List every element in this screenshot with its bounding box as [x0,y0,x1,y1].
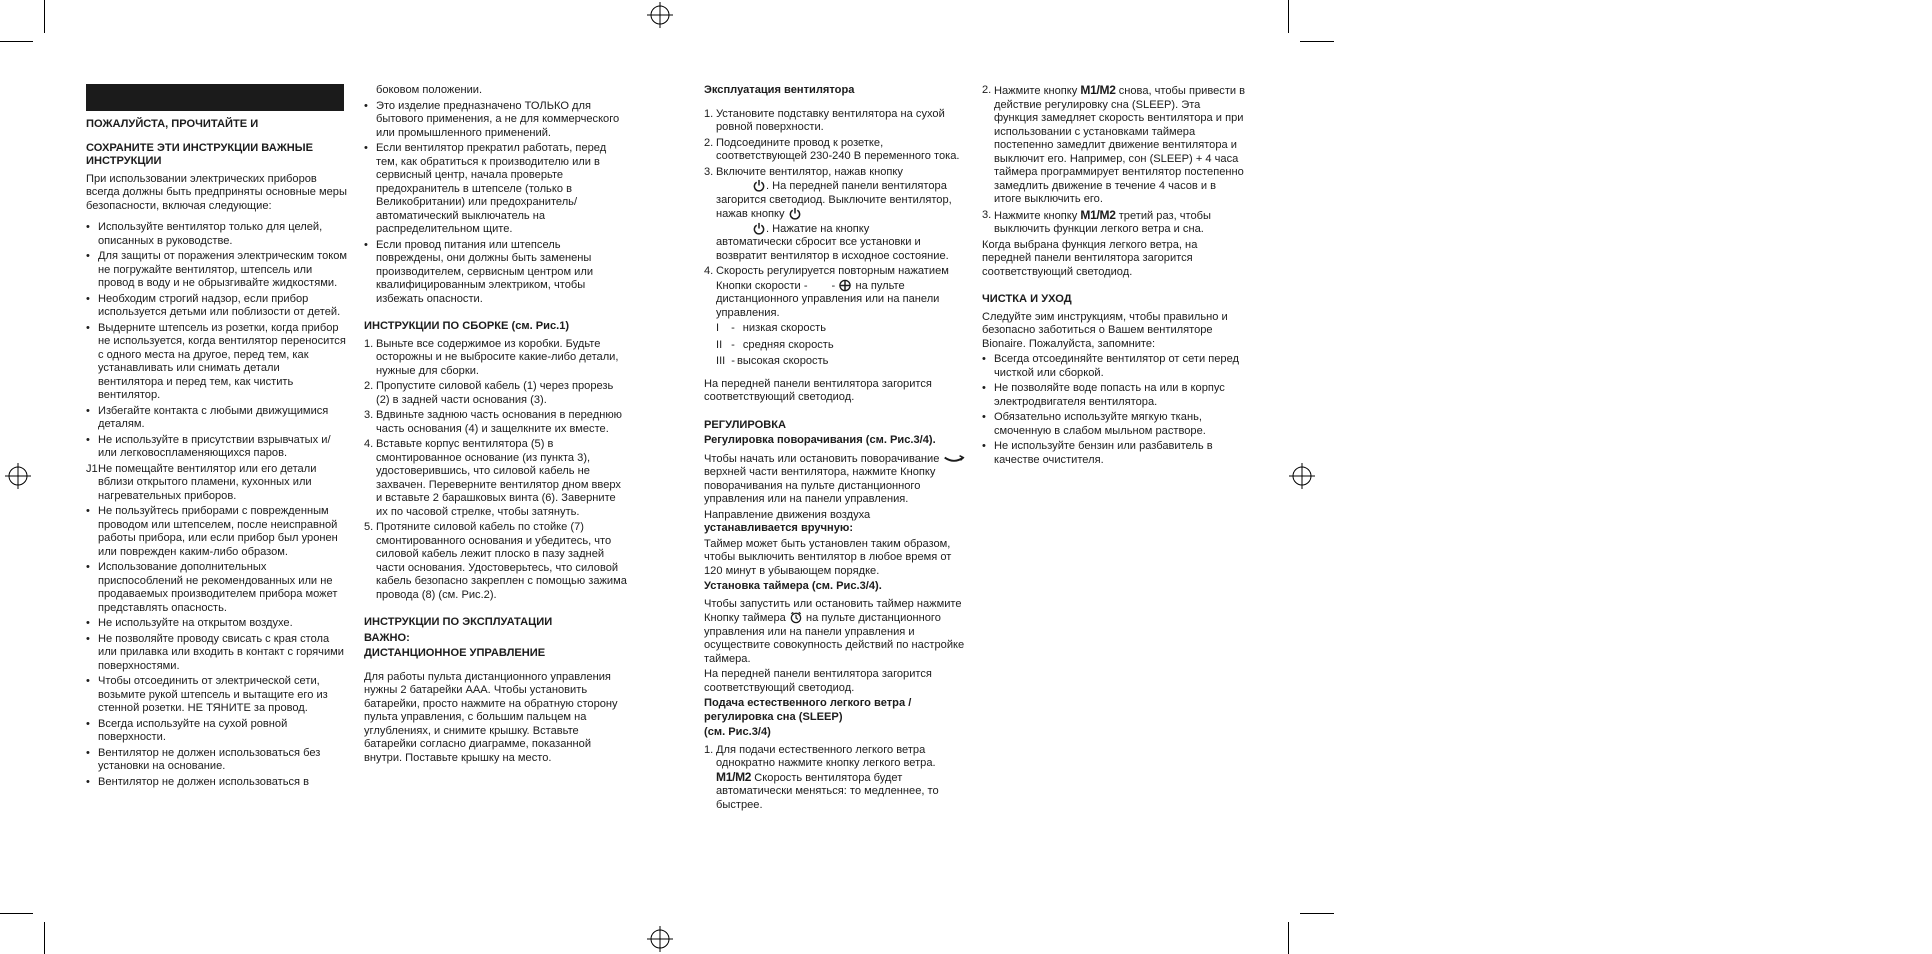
step-text: Скорость регулируется повторным нажатием Кнопки скорости - [716,265,949,292]
list-item: • Не пользуйтесь приборами с поврежденным проводом или штепселем, после неисправной работы прибора, или если прибор был уронен или поврежден каким-либо образом. [86,505,348,559]
speed-medium [704,339,970,353]
step-text: Включите вентилятор, нажав кнопку [716,165,903,178]
step-number: 5. [364,521,374,533]
timer-instructions [704,598,970,667]
list-item: • Всегда отсоединяйте вентилятор от сети перед чисткой или сборкой. [982,353,1246,380]
step-text: Вставьте корпус вентилятора (5) в смонтированное основание (из пункта 3), удостоверившись, что силовой кабель не захвачен. Переверните вентилятор дном вверх и вставьте 2 барашковых винта (6). Заверните их по часовой стрелке, чтобы затянуть. [376,438,621,518]
speed-dash: - [731,355,735,367]
speed-roman: II [716,338,723,351]
speed-low [704,322,970,336]
operation-steps [704,108,970,321]
heading-operation: ИНСТРУКЦИИ ПО ЭКСПЛУАТАЦИИ [364,616,553,628]
step-text: автоматически сбросит все установки и возвратит вентилятор в исходное состояние. [716,236,949,262]
led-text: На передней панели вентилятора загорится соответствующий светодиод. [704,377,932,403]
list-item: • Не используйте на открытом воздухе. [86,617,348,631]
speed-label: высокая скорость [736,355,829,367]
direction-text: Направление движения воздуха [704,508,871,521]
sleep-steps [982,84,1246,237]
list-item: • Чтобы отсоединить от электрической сети, возьмите рукой штепсель и вытащите его из стенной розетки. НЕ ТЯНИТЕ за провод. [86,675,348,716]
list-item: • Избегайте контакта с любыми движущимися деталям. [86,405,348,432]
oscillation-icon [942,452,966,465]
heading-rotation: Регулировка поворачивания (см. Рис.3/4). [704,434,936,446]
speed-high [704,355,970,369]
list-item: • Не позволяйте проводу свисать с края стола или прилавка или входить в контакт с горячими поверхностями. [86,633,348,674]
step-text: третий раз, чтобы выключить функции легкого ветра и сна. [994,209,1212,235]
list-item: • Не используйте бензин или разбавитель в качестве очистителя. [982,440,1246,467]
list-item: • Это изделие предназначено ТОЛЬКО для бытового применения, а не для коммерческого или промышленного применений. [364,100,628,141]
crop-mark [1288,922,1289,954]
registration-mark-top [647,2,673,28]
speed-dash: - [731,322,735,334]
m1-m2-icon: M1/M2 [1080,207,1116,222]
step-number: 2. [364,380,374,392]
m1-m2-icon: M1/M2 [1080,83,1116,97]
step-number: 4. [704,265,714,277]
step-text: Протяните силовой кабель по стойке (7) смонтированного основания и убедитесь, что силовой кабель лежит плоско в пазу задней части основания. Удостоверьтесь, что силовой кабель безопасно закреплен с помощью зажима провода (8) (см. Рис.2). [376,521,627,601]
step-text: Установите подставку вентилятора на сухой ровной поверхности. [716,107,945,133]
step-text: Выньте все содержимое из коробки. Будьте осторожны и не выбросите какие-либо детали, нужные для сборки. [376,337,619,377]
heading-important: ВАЖНО: [364,631,410,644]
registration-mark-bottom [647,926,673,952]
speed-label: низкая скорость [742,322,827,334]
rotation-text-a: Чтобы начать или остановить поворачивание [704,452,940,465]
step-number: 3. [364,409,374,421]
column-3 [704,84,970,814]
list-item [704,744,970,813]
power-icon [752,222,766,235]
list-item [704,137,970,164]
care-intro: Следуйте эим инструкциям, чтобы правильно и безопасно заботиться о Вашем вентиляторе Bionaire. Пожалуйста, запомните: [982,310,1228,350]
heading-assembly: ИНСТРУКЦИИ ПО СБОРКЕ (см. Рис.1) [364,320,570,332]
safety-list [86,221,348,789]
header-bar [86,84,344,111]
step-text: на пульте дистанционного управления или на панели управления. [716,279,940,319]
list-item [364,409,628,436]
timer-text-a: Чтобы запустить или остановить таймер нажмите Кнопку таймера [704,597,962,624]
step-number: 4. [364,438,374,450]
step-number: 3. [982,208,992,221]
list-item: • Вентилятор не должен использоваться в [86,776,348,790]
list-item: • Не используйте в присутствии взрывчатых и/или легковоспламеняющихся паров. [86,434,348,461]
heading-breeze: Подача естественного легкого ветра /регулировка сна (SLEEP) [704,697,912,723]
breeze-led-text: Когда выбрана функция легкого ветра, на передней панели вентилятора загорится соответствующий светодиод. [982,238,1198,278]
timer-text: Таймер может быть установлен таким образом, чтобы выключить вентилятор в любое время от 120 минут в убывающем порядке. [704,537,952,577]
heading-fan-operation: Эксплуатация вентилятора [704,84,855,96]
direction-bold: устанавливается вручную: [704,522,854,534]
list-item: • Если провод питания или штепсель повреждены, они должны быть заменены производителем, сервисным центром или квалифицированным электриком, чтобы избежать опасности. [364,239,628,307]
speed-dash: - [731,338,735,351]
list-item: • Не позволяйте воде попасть на или в корпус электродвигателя вентилятора. [982,382,1246,409]
crop-mark [1300,913,1334,914]
j1-text: Не помещайте вентилятор или его детали вблизи открытого пламени, кухонных или нагревательных приборов. [98,462,317,502]
timer-icon [789,611,803,624]
breeze-steps [704,744,970,813]
step-text: Вдвиньте заднюю часть основания в переднюю часть основания (4) и защелкните их вместе. [376,409,622,435]
crop-mark [1300,41,1334,42]
list-item: • Обязательно используйте мягкую ткань, смоченную в слабом мыльном растворе. [982,411,1246,438]
column-1 [86,84,348,791]
step-number: 1. [364,337,374,350]
step-number: 2. [704,136,714,149]
list-item: • Всегда используйте на сухой ровной поверхности. [86,718,348,745]
step-text: - [831,279,836,292]
heading-remote: ДИСТАНЦИОННОЕ УПРАВЛЕНИЕ [364,647,546,659]
list-item [982,209,1246,237]
power-icon [788,207,802,220]
power-icon [752,179,766,192]
speed-roman: III [716,355,726,367]
list-item [86,463,348,504]
heading-save-instructions: СОХРАНИТЕ ЭТИ ИНСТРУКЦИИ ВАЖНЫЕ ИНСТРУКЦИИ [86,141,314,167]
care-list [982,353,1246,467]
continued-text: боковом положении. [376,84,483,96]
heading-regulation: РЕГУЛИРОВКА [704,418,787,431]
step-text: Нажмите кнопку [994,85,1078,97]
intro-text: При использовании электрических приборов всегда должны быть предприняты основные меры безопасности, включая следующие: [86,172,347,212]
crop-mark [44,0,45,33]
crop-mark [0,41,33,42]
list-item: • Для защиты от поражения электрическим током не погружайте вентилятор, штепсель или провод в воду и не обрызгивайте жидкостями. [86,250,348,291]
rotation-text [704,452,970,507]
crop-mark [1288,0,1289,33]
step-number: 1. [704,743,714,756]
led-text-2: На передней панели вентилятора загорится соответствующий светодиод. [704,668,932,694]
list-item: • Вентилятор не должен использоваться без установки на основание. [86,747,348,774]
speed-roman: I [716,322,720,334]
m1-m2-icon: M1/M2 [716,769,752,784]
list-item [364,380,628,407]
rotation-text-b: верхней части вентилятора, нажмите Кнопку поворачивания на пульте дистанционного управления или на панели управления. [704,466,936,505]
step-text: Пропустите силовой кабель (1) через прорезь (2) в задней части основания (3). [376,380,614,406]
step-text: Подсоедините провод к розетке, соответствующей 230-240 В переменного тока. [716,136,960,162]
list-item [982,84,1246,207]
assembly-steps [364,338,628,603]
step-number: 3. [704,165,714,178]
list-item [704,166,970,264]
heading-please-read: ПОЖАЛУЙСТА, ПРОЧИТАЙТЕ И [86,118,259,130]
registration-mark-left [5,463,31,489]
step-number: 1. [704,107,714,120]
step-text: снова, чтобы привести в действие регулировку сна (SLEEP). Эта функция замедляет скорость вентилятора и при использовании с установками таймера постепенно замедлит движение вентилятора и выключит его. Например, сон (SLEEP) + 4 часа таймера программирует вентилятор постепенно замедлить движение в течение 4 часов и в итоге выключить его. [994,85,1246,205]
fan-speed-icon [838,279,852,292]
heading-timer: Установка таймера (см. Рис.3/4). [704,580,882,592]
list-item [364,438,628,519]
list-item: • Используйте вентилятор только для целей, описанных в руководстве. [86,221,348,248]
list-item: • Необходим строгий надзор, если прибор используется детьми или поблизости от детей. [86,293,348,320]
step-text: . Нажатие на кнопку [766,222,870,235]
crop-mark [0,913,33,914]
speed-label: средняя скорость [742,338,834,351]
column-2 [364,84,628,767]
step-text: . На передней панели вентилятора загорится светодиод. Выключите вентилятор, нажав кнопку [716,180,952,220]
list-item [704,108,970,135]
j1-marker: J1 [86,462,98,475]
step-text: Нажмите кнопку [994,209,1078,222]
list-item [364,521,628,602]
list-item: • Выдерните штепсель из розетки, когда прибор не используется, когда вентилятор переносится с одного места на другое, перед тем, как устанавливать или снимать детали вентилятора и перед тем, как чистить вентилятор. [86,322,348,403]
list-item [704,265,970,320]
list-item [364,338,628,379]
step-text: Скорость вентилятора будет автоматически меняться: то медленнее, то быстрее. [716,771,939,811]
crop-mark [44,922,45,954]
registration-mark-right [1289,463,1315,489]
safety-list-cont [364,100,628,307]
list-item: • Если вентилятор прекратил работать, перед тем, как обратиться к производителю или в сервисный центр, начала проверьте предохранитель в штепселе (только в Великобритании) или предохранитель/автоматический выключатель на распределительном щите. [364,142,628,237]
timer-text-b: на пульте дистанционного управления или на панели управления и осуществите совокупность действий по настройке таймера. [704,612,965,665]
list-item: • Использование дополнительных приспособлений не рекомендованных или не продаваемых производителем прибора может представлять опасность. [86,561,348,615]
remote-text: Для работы пульта дистанционного управления нужны 2 батарейки ААА. Чтобы установить батарейки, просто нажмите на обратную сторону пульта управления, с большим пальцем на углублениях, и снимите крышку. Вставьте батарейки согласно диаграмме, показанной внутри. Поставьте крышку на место. [364,670,618,764]
step-text: Для подачи естественного легкого ветра однократно нажмите кнопку легкого ветра. [716,743,936,769]
heading-cleaning: ЧИСТКА И УХОД [982,293,1072,305]
column-4 [982,84,1246,469]
heading-breeze-ref: (см. Рис.3/4) [704,726,771,738]
step-number: 2. [982,84,992,96]
